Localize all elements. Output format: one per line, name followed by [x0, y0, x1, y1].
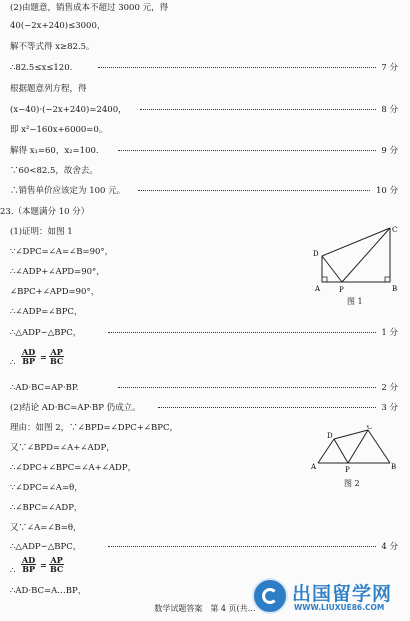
figure-1-caption: 图 1	[347, 297, 363, 306]
answer-line	[0, 164, 410, 178]
fraction-ad-bp	[21, 348, 36, 365]
line-text: ∴	[10, 358, 16, 368]
answer-line	[0, 19, 410, 33]
equals-sign: =	[40, 352, 47, 362]
label-d: D	[313, 250, 319, 258]
line-text: 23.（本题满分 10 分）	[0, 207, 90, 217]
fraction-denominator: BC	[50, 564, 64, 574]
watermark-url: WWW.LIUXUE86.COM	[294, 603, 385, 612]
fraction-numerator: AD	[22, 555, 36, 565]
answer-line	[0, 521, 410, 535]
figure-1-diagram	[312, 225, 404, 297]
label-b: B	[391, 463, 397, 471]
score-label: 3 分	[381, 403, 398, 413]
score-label: 1 分	[381, 328, 398, 338]
line-text: ∴	[10, 566, 16, 576]
watermark-logo-icon	[252, 578, 288, 614]
leader-dots	[98, 67, 376, 68]
line-text: (2)结论 AD·BC=AP·BP 仍成立。	[10, 403, 141, 413]
score-label: 7 分	[381, 63, 398, 73]
label-b: B	[392, 285, 398, 293]
label-p: P	[339, 286, 344, 294]
answer-line	[0, 123, 410, 137]
label-c: C	[392, 226, 398, 234]
line-text: ∵60<82.5，故舍去。	[10, 166, 98, 176]
line-text: (1)证明：如图 1	[10, 227, 73, 237]
line-text: ∵∠DPC=∠A=∠B=90°，	[10, 247, 114, 257]
line-text: 即 x²−160x+6000=0。	[10, 125, 108, 135]
answer-line	[0, 82, 410, 96]
figure-2-caption: 图 2	[344, 479, 360, 488]
line-text: 又∵∠A=∠B=θ，	[10, 523, 82, 533]
answer-line	[0, 305, 410, 319]
answer-line	[0, 501, 410, 515]
line-text: 解得 x₁=60，x₂=100.	[10, 146, 99, 156]
line-text: ∴82.5≤x≤120.	[10, 63, 73, 73]
leader-dots	[108, 332, 376, 333]
line-text: ∴∠BPC=∠ADP，	[10, 503, 83, 513]
line-text: ∴△ADP∽△BPC，	[10, 328, 82, 338]
fraction-ap-bc	[49, 348, 64, 365]
leader-dots	[108, 546, 376, 547]
outline-adb	[322, 228, 390, 282]
answer-line	[0, 184, 410, 198]
right-angle-b	[385, 277, 390, 282]
segment-cb	[368, 430, 390, 463]
fraction-denominator: BP	[22, 356, 35, 366]
leader-dots	[158, 407, 376, 408]
line-text: ∴△ADP∽△BPC，	[10, 542, 82, 552]
label-d: D	[327, 432, 333, 440]
line-text: 40(−2x+240)≤3000，	[10, 21, 106, 31]
line-text: (x−40)·(−2x+240)=2400，	[10, 105, 127, 115]
score-label: 9 分	[381, 146, 398, 156]
equals-sign: =	[40, 560, 47, 570]
figure-2-diagram	[310, 425, 402, 475]
score-label: 8 分	[381, 105, 398, 115]
line-text: 解不等式得 x≥82.5。	[10, 42, 95, 52]
label-c: C	[367, 425, 373, 431]
fraction-ad-bp	[21, 556, 36, 573]
line-text: ∴∠ADP=∠BPC，	[10, 307, 83, 317]
segment-dp	[334, 439, 348, 463]
line-text: ∴AD·BC=A…BP，	[10, 586, 87, 596]
line-text: ∴销售单价应该定为 100 元。	[10, 186, 126, 196]
fraction-denominator: BC	[50, 356, 64, 366]
label-p: P	[345, 466, 350, 474]
line-text: ∴∠ADP+∠APD=90°，	[10, 267, 105, 277]
line-text: 理由：如图 2，∵∠BPD=∠DPC+∠BPC，	[10, 423, 179, 433]
fraction-numerator: AP	[50, 347, 63, 357]
watermark-title: 出国留学网	[292, 583, 393, 605]
answer-line	[0, 326, 410, 340]
answer-line	[0, 381, 410, 395]
score-label: 2 分	[381, 383, 398, 393]
label-a: A	[311, 463, 317, 471]
leader-dots	[118, 150, 376, 151]
segment-dp	[322, 256, 342, 282]
line-text: ∠BPC+∠APD=90°，	[10, 287, 100, 297]
label-a: A	[315, 285, 321, 293]
line-text: 根据题意列方程，得	[10, 84, 87, 94]
segment-dc	[322, 228, 390, 256]
fraction-numerator: AP	[50, 555, 63, 565]
answer-line	[0, 61, 410, 75]
score-label: 4 分	[381, 542, 398, 552]
question-header	[0, 205, 410, 219]
segment-ad	[318, 439, 334, 463]
line-text: 又∵∠BPD=∠A+∠ADP，	[10, 443, 115, 453]
line-text: ∴∠DPC+∠BPC=∠A+∠ADP，	[10, 463, 137, 473]
answer-line	[0, 401, 410, 415]
fraction-numerator: AD	[22, 347, 36, 357]
site-watermark	[252, 578, 402, 614]
fraction-denominator: BP	[22, 564, 35, 574]
answer-line	[0, 103, 410, 117]
right-angle-a	[322, 277, 327, 282]
answer-line	[0, 540, 410, 554]
page-footer: 数学试题答案 第 4 页(共…	[154, 604, 256, 613]
segment-pc	[342, 228, 390, 282]
line-text: ∴AD·BC=AP·BP.	[10, 383, 79, 393]
line-text: ∵∠DPC=∠A=θ，	[10, 483, 83, 493]
answer-line	[0, 40, 410, 54]
score-label: 10 分	[375, 186, 398, 196]
leader-dots	[138, 190, 370, 191]
leader-dots	[140, 109, 376, 110]
leader-dots	[118, 387, 376, 388]
answer-line	[0, 144, 410, 158]
line-text: (2)由题意，销售成本不超过 3000 元，得	[10, 3, 169, 13]
fraction-ap-bc	[49, 556, 64, 573]
answer-line	[0, 1, 410, 15]
